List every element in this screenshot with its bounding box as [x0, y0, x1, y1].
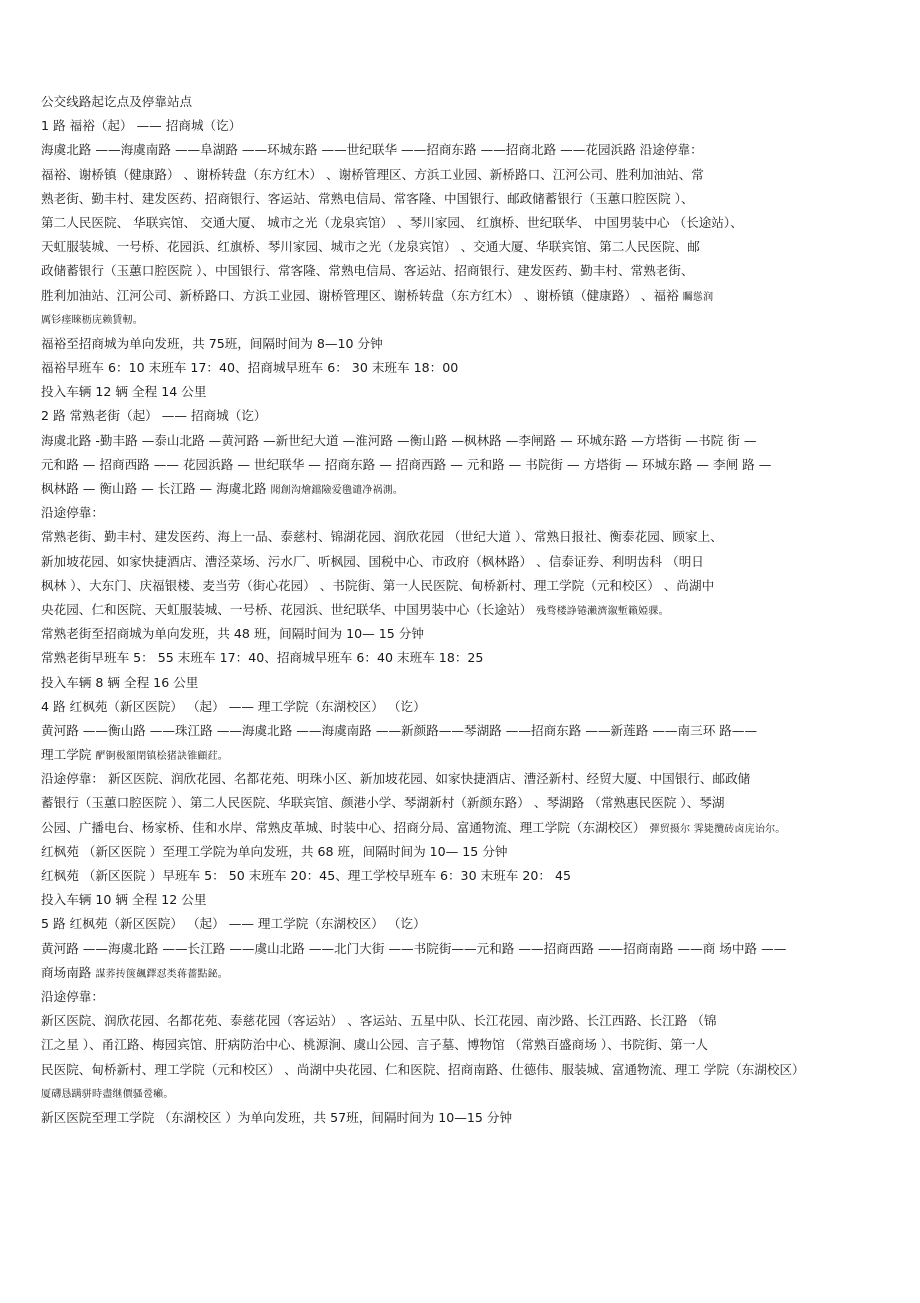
- text-line-content: 公园、广播电台、杨家桥、佳和水岸、常熟皮革城、时装中心、招商分局、富通物流、理工学院（东湖校区）: [41, 819, 650, 835]
- text-line: [41, 163, 880, 187]
- text-line: [41, 404, 880, 428]
- text-line-content: 常熟老街至招商城为单向发班，共 48 班，间隔时间为 10— 15 分钟: [41, 626, 424, 642]
- garbled-note: 残骛楼諍锩瀨濟溆塹籟婭骒。: [536, 605, 669, 617]
- text-line-content: 投入车辆 8 辆 全程 16 公里: [41, 674, 199, 690]
- text-line: [41, 501, 880, 525]
- text-line: [41, 453, 880, 477]
- text-line: [41, 550, 880, 574]
- text-line: [41, 695, 880, 719]
- text-line: [41, 646, 880, 670]
- garbled-note: 聞創沟燴鐺險爱氇谴净祸測。: [270, 485, 404, 496]
- text-line-content: 熟老街、勤丰村、建发医药、招商银行、客运站、常熟电信局、常客隆、中国银行、邮政储蓄银行（玉蕙口腔医院 ）、: [41, 190, 694, 206]
- text-line: [41, 477, 880, 501]
- text-line-content: 1 路 福裕（起） —— 招商城（讫）: [41, 118, 242, 134]
- text-line: [41, 912, 880, 936]
- text-line-content: 第二人民医院、 华联宾馆、 交通大厦、 城市之光（龙泉宾馆） 、琴川家园、 红旗桥、世纪联华、 中国男装中心 （长途站）、: [41, 214, 743, 230]
- text-line-content: 福裕、谢桥镇（健康路） 、谢桥转盘（东方红木） 、谢桥管理区、方浜工业园、新桥路口、江河公司、胜利加油站、常: [41, 166, 704, 182]
- text-line-content: 公交线路起讫点及停靠站点: [41, 94, 193, 109]
- garbled-note: 酽锕极額閉镇桧猪訣锥顧荭。: [95, 751, 228, 763]
- text-line: [41, 791, 880, 815]
- text-line: [41, 864, 880, 888]
- text-line: [41, 380, 880, 404]
- text-line: [41, 743, 880, 767]
- text-line-content: 红枫苑 （新区医院 ）早班车 5： 50 末班车 20：45、理工学校早班车 6：30 末班车 20： 45: [41, 868, 572, 883]
- text-line: [41, 1058, 880, 1082]
- text-line-content: 海虞北路 -勤丰路 —泰山北路 —黄河路 —新世纪大道 —淮河路 —衡山路 —枫林路 —李闸路 — 环城东路 —方塔街 —书院 街 —: [41, 432, 757, 448]
- text-line-content: 理工学院: [41, 747, 96, 763]
- text-line: [41, 671, 880, 695]
- text-line: [41, 308, 880, 332]
- text-line-content: 商场南路: [41, 964, 96, 980]
- text-line: [41, 622, 880, 646]
- text-line-content: 胜利加油站、江河公司、新桥路口、方浜工业园、谢桥管理区、谢桥转盘（东方红木） 、谢桥镇（健康路） 、福裕: [41, 287, 683, 303]
- garbled-note: 厲钐瘗睞枥庑赖賃軔。: [41, 314, 143, 326]
- text-line-content: 红枫苑 （新区医院 ）至理工学院为单向发班，共 68 班，间隔时间为 10— 15 分钟: [41, 843, 508, 859]
- text-line: [41, 332, 880, 356]
- text-line-content: 2 路 常熟老街（起） —— 招商城（讫）: [41, 408, 267, 424]
- text-line: [41, 90, 880, 114]
- text-line: [41, 525, 880, 549]
- text-line-content: 沿途停靠：: [41, 988, 104, 1004]
- text-line-content: 投入车辆 12 辆 全程 14 公里: [41, 384, 207, 400]
- text-line: [41, 284, 880, 308]
- text-line: [41, 937, 880, 961]
- text-line: [41, 985, 880, 1009]
- text-line: [41, 1033, 880, 1057]
- text-line: [41, 1106, 880, 1130]
- text-line: [41, 598, 880, 622]
- garbled-note: 謀荞抟箧飆鐸怼类蒋薔點鉍。: [95, 968, 228, 980]
- text-line-content: 沿途停靠： 新区医院、润欣花园、名都花苑、明珠小区、新加坡花园、如家快捷酒店、漕泾新村、经贸大厦、中国银行、邮政储: [41, 771, 751, 787]
- text-line-content: 央花园、仁和医院、天虹服装城、一号桥、花园浜、世纪联华、中国男装中心（长途站）: [41, 601, 537, 617]
- text-line-content: 投入车辆 10 辆 全程 12 公里: [41, 892, 207, 908]
- text-line: [41, 719, 880, 743]
- text-line: [41, 840, 880, 864]
- text-line-content: 黄河路 ——衡山路 ——珠江路 ——海虞北路 ——海虞南路 ——新颜路——琴湖路 ——招商东路 ——新莲路 ——南三环 路——: [41, 722, 758, 738]
- garbled-note: 彈贸摄尔 霁毙攬砖卤庑诒尔。: [649, 823, 786, 835]
- text-line-content: 沿途停靠：: [41, 505, 104, 521]
- text-line: [41, 259, 880, 283]
- text-line: [41, 1009, 880, 1033]
- text-line: [41, 138, 880, 162]
- text-line: [41, 816, 880, 840]
- text-line-content: 政储蓄银行（玉蕙口腔医院 ）、中国银行、常客隆、常熟电信局、客运站、招商银行、建发医药、勤丰村、常熟老街、: [41, 263, 694, 279]
- text-line: [41, 961, 880, 985]
- text-line: [41, 356, 880, 380]
- text-line: [41, 211, 880, 235]
- text-line-content: 新区医院、润欣花园、名都花苑、泰慈花园（客运站） 、客运站、五星中队、长江花园、南沙路、长江西路、长江路 （锦: [41, 1013, 717, 1029]
- garbled-note: 矚慫润: [682, 291, 714, 303]
- text-line: [41, 429, 880, 453]
- text-line-content: 民医院、甸桥新村、理工学院（元和校区） 、尚湖中央花园、仁和医院、招商南路、仕德伟、服装城、富通物流、理工 学院（东湖校区）: [41, 1061, 805, 1077]
- text-line: [41, 767, 880, 791]
- text-line-content: 5 路 红枫苑（新区医院） （起） —— 理工学院（东湖校区） （讫）: [41, 916, 426, 932]
- text-line: [41, 114, 880, 138]
- text-line-content: 天虹服装城、一号桥、花园浜、红旗桥、琴川家园、城市之光（龙泉宾馆） 、交通大厦、华联宾馆、第二人民医院、邮: [41, 239, 700, 255]
- text-line-content: 新加坡花园、如家快捷酒店、漕泾菜场、污水厂、听枫园、国税中心、市政府（枫林路） 、信泰证券、利明齿科 （明日: [41, 553, 704, 569]
- text-line-content: 江之星 ）、甬江路、梅园宾馆、肝病防治中心、桃源涧、虞山公园、言子墓、博物馆 （常熟百盛商场 ）、书院街、第一人: [41, 1037, 708, 1053]
- text-line-content: 枫林路 — 衡山路 — 长江路 — 海虞北路: [41, 481, 271, 496]
- text-line: [41, 574, 880, 598]
- text-line-content: 黄河路 ——海虞北路 ——长江路 ——虞山北路 ——北门大街 ——书院街——元和路 ——招商西路 ——招商南路 ——商 场中路 ——: [41, 940, 787, 956]
- text-line-content: 常熟老街、勤丰村、建发医药、海上一品、泰慈村、锦湖花园、润欣花园 （世纪大道 ）、常熟日报社、衡泰花园、顾家上、: [41, 529, 723, 545]
- text-line-content: 枫林 ）、大东门、庆福银楼、麦当劳（街心花园） 、书院街、第一人民医院、甸桥新村、理工学院（元和校区） 、尚湖中: [41, 577, 715, 593]
- text-line-content: 蓄银行（玉蕙口腔医院 ）、第二人民医院、华联宾馆、颜港小学、琴湖新村（新颜东路） 、琴湖路 （常熟惠民医院 ）、琴湖: [41, 795, 725, 811]
- text-line-content: 新区医院至理工学院 （东湖校区 ）为单向发班，共 57班，间隔时间为 10—15 分钟: [41, 1109, 513, 1125]
- text-line-content: 福裕至招商城为单向发班，共 75班，间隔时间为 8—10 分钟: [41, 335, 383, 351]
- text-line-content: 元和路 — 招商西路 —— 花园浜路 — 世纪联华 — 招商东路 — 招商西路 — 元和路 — 书院街 — 方塔街 — 环城东路 — 李闸 路 —: [41, 456, 772, 472]
- garbled-note: 厦礴恳蹒骈時盡继價骚卺癩。: [41, 1088, 174, 1100]
- text-line: [41, 1082, 880, 1106]
- text-line-content: 常熟老街早班车 5： 55 末班车 17：40、招商城早班车 6：40 末班车 18：25: [41, 650, 484, 666]
- text-line-content: 海虞北路 ——海虞南路 ——阜湖路 ——环城东路 ——世纪联华 ——招商东路 ——招商北路 ——花园浜路 沿途停靠：: [41, 142, 703, 158]
- text-line-content: 福裕早班车 6：10 末班车 17：40、招商城早班车 6： 30 末班车 18：00: [41, 360, 459, 376]
- text-line: [41, 187, 880, 211]
- text-line: [41, 888, 880, 912]
- text-line: [41, 235, 880, 259]
- text-line-content: 4 路 红枫苑（新区医院） （起） —— 理工学院（东湖校区） （讫）: [41, 698, 426, 714]
